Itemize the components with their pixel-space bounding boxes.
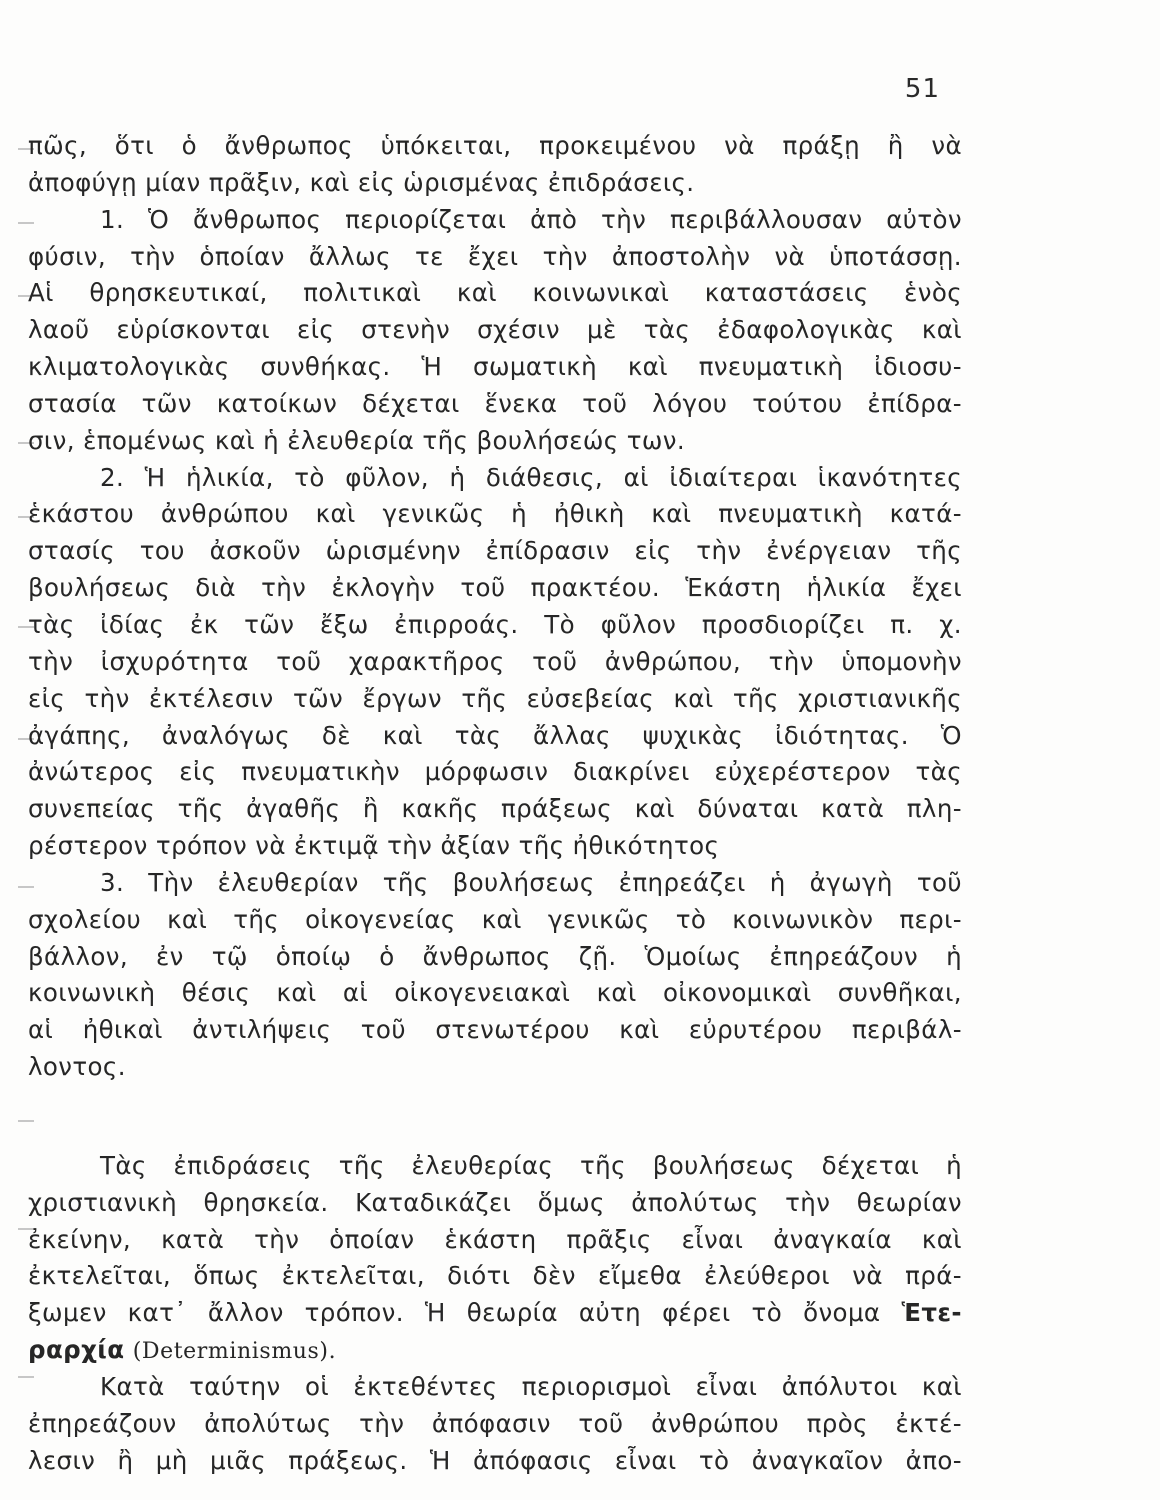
text-line: ἀγάπης, ἀναλόγως δὲ καὶ τὰς ἄλλας ψυχικὰς ἰδιότητας. Ὁ bbox=[28, 720, 962, 750]
text-line: λαοῦ εὑρίσκονται εἰς στενὴν σχέσιν μὲ τὰς ἐδαφολογικὰς καὶ bbox=[28, 315, 962, 345]
text-line: 1. Ὁ ἄνθρωπος περιορίζεται ἀπὸ τὴν περιβάλλουσαν αὐτὸν bbox=[100, 204, 962, 234]
term-bold: ραρχία bbox=[28, 1335, 125, 1365]
text-line bbox=[28, 1295, 962, 1332]
text-line: αἱ ἠθικαὶ ἀντιλήψεις τοῦ στενωτέρου καὶ εὐρυτέρου περιβάλ- bbox=[28, 1015, 962, 1045]
text-line: Κατὰ ταύτην οἱ ἐκτεθέντες περιορισμοὶ εἶναι ἀπόλυτοι καὶ bbox=[100, 1372, 962, 1401]
text-line: ἀποφύγῃ μίαν πρᾶξιν, καὶ εἰς ὡρισμένας ἐπιδράσεις. bbox=[28, 167, 695, 197]
text-line: 3. Τὴν ἐλευθερίαν τῆς βουλήσεως ἐπηρεάζει ἡ ἀγωγὴ τοῦ bbox=[100, 867, 962, 897]
text-line: ἐκτελεῖται, ὅπως ἐκτελεῖται, διότι δὲν εἴμεθα ἐλεύθεροι νὰ πρά- bbox=[28, 1261, 962, 1291]
text-line: στασίς του ἀσκοῦν ὡρισμένην ἐπίδρασιν εἰς τὴν ἐνέργειαν τῆς bbox=[28, 536, 962, 566]
text-line: ἑκάστου ἀνθρώπου καὶ γενικῶς ἡ ἠθικὴ καὶ πνευματικὴ κατά- bbox=[28, 499, 962, 529]
text-line: βουλήσεως διὰ τὴν ἐκλογὴν τοῦ πρακτέου. Ἑκάστη ἡλικία ἔχει bbox=[28, 573, 962, 603]
text-line: κλιματολογικὰς συνθήκας. Ἡ σωματικὴ καὶ πνευματικὴ ἰδιοσυ- bbox=[28, 352, 962, 382]
text-line: λοντος. bbox=[28, 1052, 126, 1082]
text-line: κοινωνικὴ θέσις καὶ αἱ οἰκογενειακαὶ καὶ οἰκονομικαὶ συνθῆκαι, bbox=[28, 978, 962, 1008]
text-line: ρέστερον τρόπον νὰ ἐκτιμᾷ τὴν ἀξίαν τῆς ἠθικότητος bbox=[28, 831, 720, 861]
body-text bbox=[28, 128, 962, 1480]
text-line: συνεπείας τῆς ἀγαθῆς ἢ κακῆς πράξεως καὶ δύναται κατὰ πλη- bbox=[28, 794, 962, 824]
text-line: πῶς, ὅτι ὁ ἄνθρωπος ὑπόκειται, προκειμένου νὰ πράξῃ ἢ νὰ bbox=[28, 131, 962, 160]
page-number: 51 bbox=[904, 74, 940, 104]
text-fragment: ξωμεν κατ᾿ ἄλλον τρόπον. Ἡ θεωρία αὐτη φέρει τὸ ὄνομα bbox=[28, 1298, 881, 1328]
text-line: φύσιν, τὴν ὁποίαν ἄλλως τε ἔχει τὴν ἀποστολὴν νὰ ὑποτάσσῃ. bbox=[28, 241, 962, 271]
text-line bbox=[28, 1332, 962, 1369]
text-line: εἰς τὴν ἐκτέλεσιν τῶν ἔργων τῆς εὐσεβείας καὶ τῆς χριστιανικῆς bbox=[28, 683, 962, 713]
text-line: βάλλον, ἐν τῷ ὁποίῳ ὁ ἄνθρωπος ζῇ. Ὁμοίως ἐπηρεάζουν ἡ bbox=[28, 941, 962, 971]
text-line: λεσιν ἢ μὴ μιᾶς πράξεως. Ἡ ἀπόφασις εἶναι τὸ ἀναγκαῖον ἀπο- bbox=[28, 1445, 962, 1475]
term-bold: Ἑτε- bbox=[901, 1298, 962, 1328]
text-line: στασία τῶν κατοίκων δέχεται ἕνεκα τοῦ λόγου τούτου ἐπίδρα- bbox=[28, 388, 962, 418]
text-line: τὴν ἰσχυρότητα τοῦ χαρακτῆρος τοῦ ἀνθρώπου, τὴν ὑπομονὴν bbox=[28, 646, 962, 676]
text-line: 2. Ἡ ἡλικία, τὸ φῦλον, ἡ διάθεσις, αἱ ἰδιαίτεραι ἱκανότητες bbox=[100, 462, 962, 492]
section-gap bbox=[28, 1086, 962, 1148]
latin-term: (Determinismus). bbox=[132, 1339, 337, 1365]
text-line: χριστιανικὴ θρησκεία. Καταδικάζει ὅμως ἀπολύτως τὴν θεωρίαν bbox=[28, 1187, 962, 1217]
text-line: Αἱ θρησκευτικαί, πολιτικαὶ καὶ κοινωνικαὶ καταστάσεις ἑνὸς bbox=[28, 278, 962, 308]
text-line: ἐπηρεάζουν ἀπολύτως τὴν ἀπόφασιν τοῦ ἀνθρώπου πρὸς ἐκτέ- bbox=[28, 1408, 962, 1438]
text-line: σχολείου καὶ τῆς οἰκογενείας καὶ γενικῶς τὸ κοινωνικὸν περι- bbox=[28, 904, 962, 934]
text-line: Τὰς ἐπιδράσεις τῆς ἐλευθερίας τῆς βουλήσεως δέχεται ἡ bbox=[100, 1150, 962, 1180]
text-line: ἐκείνην, κατὰ τὴν ὁποίαν ἑκάστη πρᾶξις εἶναι ἀναγκαία καὶ bbox=[28, 1224, 962, 1254]
text-line: τὰς ἰδίας ἐκ τῶν ἔξω ἐπιρροάς. Τὸ φῦλον προσδιορίζει π. χ. bbox=[28, 609, 962, 639]
text-line: σιν, ἑπομένως καὶ ἡ ἐλευθερία τῆς βουλήσεώς των. bbox=[28, 425, 686, 455]
text-line: ἀνώτερος εἰς πνευματικὴν μόρφωσιν διακρίνει εὐχερέστερον τὰς bbox=[28, 757, 962, 787]
